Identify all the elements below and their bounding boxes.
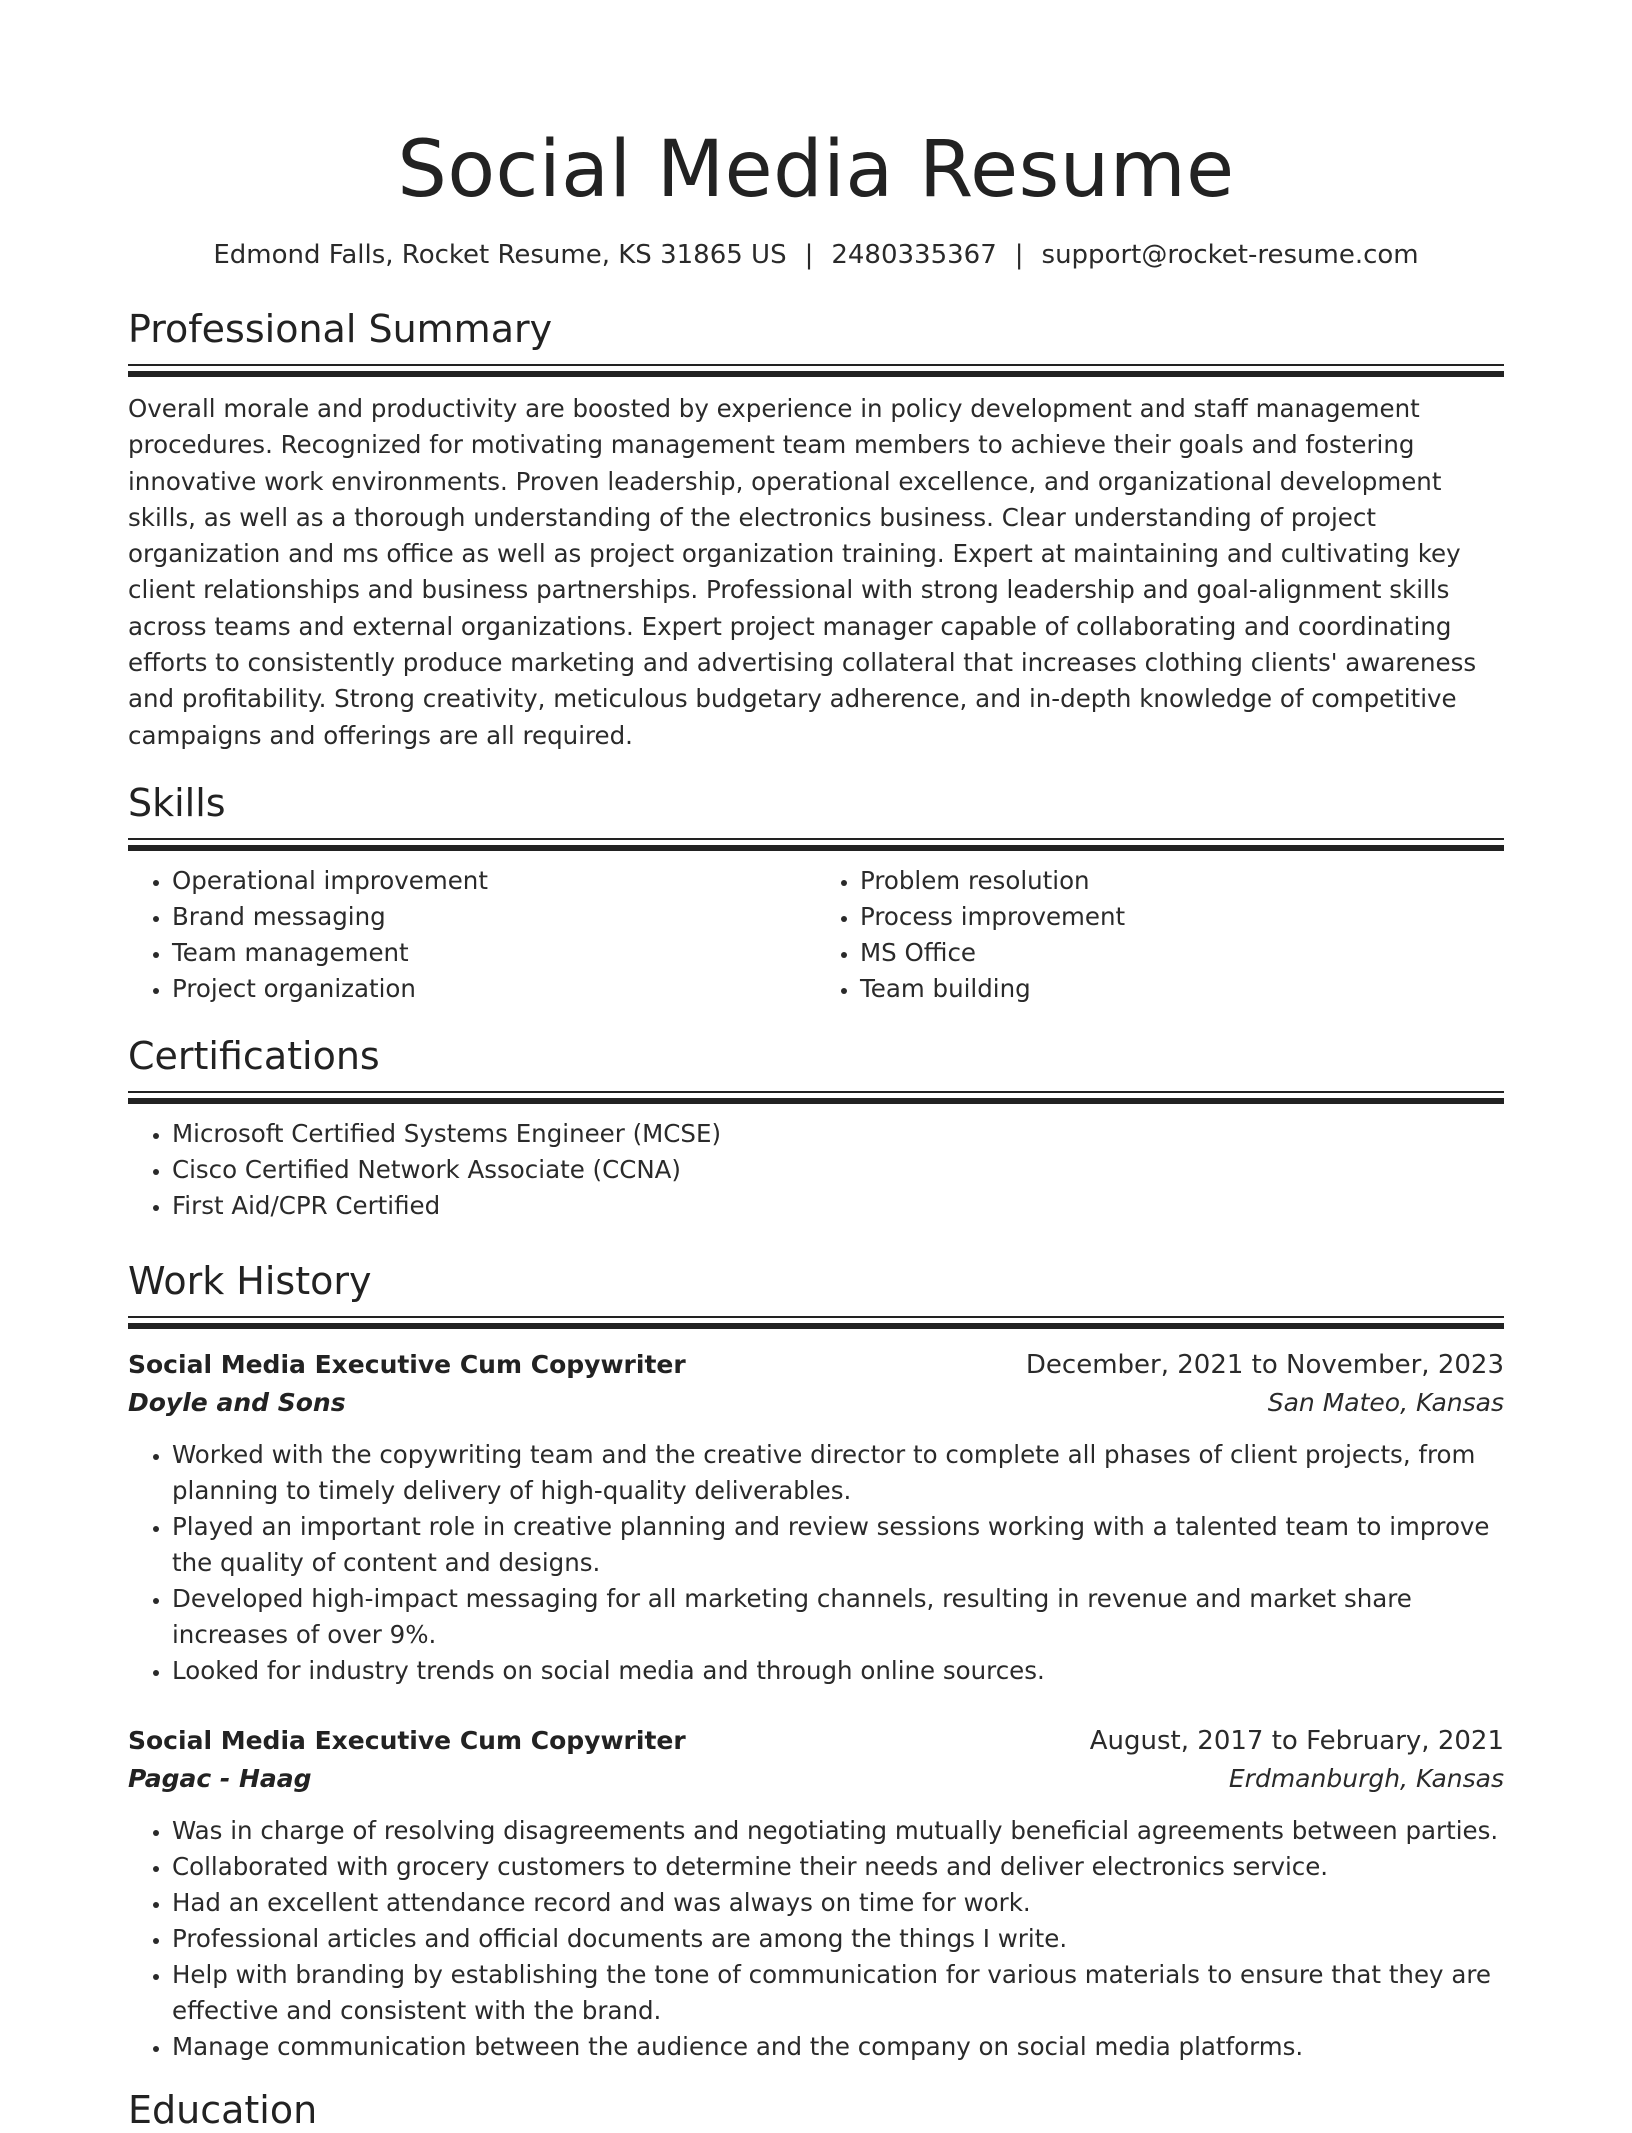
skills-columns xyxy=(128,863,1504,1007)
section-divider xyxy=(128,1316,1504,1329)
skill-item: • MS Office xyxy=(860,935,1504,971)
job-title: Social Media Executive Cum Copywriter xyxy=(128,1725,686,1755)
job-entry xyxy=(128,1723,1504,2065)
contact-phone: 2480335367 xyxy=(831,240,997,270)
certification-item: • Microsoft Certified Systems Engineer (MCSE) xyxy=(172,1116,1504,1152)
job-bullet: • Had an excellent attendance record and was always on time for work. xyxy=(172,1885,1504,1921)
job-bullet: • Manage communication between the audience and the company on social media platforms. xyxy=(172,2029,1504,2065)
skill-item: • Brand messaging xyxy=(172,899,816,935)
section-divider xyxy=(128,838,1504,851)
contact-email: support@rocket-resume.com xyxy=(1041,240,1419,270)
job-dates: December, 2021 to November, 2023 xyxy=(1025,1349,1504,1380)
skills-list-left xyxy=(128,863,816,1007)
contact-separator: | xyxy=(1014,240,1024,270)
certification-item: • First Aid/CPR Certified xyxy=(172,1188,1504,1224)
skill-item: • Operational improvement xyxy=(172,863,816,899)
job-header xyxy=(128,1723,1504,1759)
job-bullet: • Played an important role in creative planning and review sessions working with a talented team to improve the quality of content and designs. xyxy=(172,1509,1504,1581)
section-title-skills: Skills xyxy=(128,780,226,825)
section-title-summary: Professional Summary xyxy=(128,307,553,351)
skills-list-right xyxy=(816,863,1504,1007)
section-title-certifications: Certifications xyxy=(128,1033,380,1078)
education-section xyxy=(128,2087,1504,2133)
job-header xyxy=(128,1347,1504,1383)
job-bullet: • Professional articles and official documents are among the things I write. xyxy=(172,1921,1504,1957)
skill-item: • Process improvement xyxy=(860,899,1504,935)
certification-item: • Cisco Certified Network Associate (CCNA) xyxy=(172,1152,1504,1188)
job-location: San Mateo, Kansas xyxy=(1267,1387,1504,1417)
job-bullets xyxy=(128,1813,1504,2065)
job-entry xyxy=(128,1347,1504,1689)
skills-section xyxy=(128,780,1504,1007)
section-divider xyxy=(128,1091,1504,1104)
job-bullet: • Collaborated with grocery customers to determine their needs and deliver electronics service. xyxy=(172,1849,1504,1885)
job-location: Erdmanburgh, Kansas xyxy=(1228,1763,1504,1793)
job-bullet: • Looked for industry trends on social media and through online sources. xyxy=(172,1653,1504,1689)
contact-line xyxy=(128,238,1504,272)
skill-item: • Project organization xyxy=(172,971,816,1007)
contact-separator: | xyxy=(804,240,814,270)
job-subheader xyxy=(128,1761,1504,1797)
certifications-list xyxy=(128,1116,1504,1224)
job-company: Doyle and Sons xyxy=(128,1387,346,1417)
job-bullets xyxy=(128,1437,1504,1689)
job-bullet: • Was in charge of resolving disagreements and negotiating mutually beneficial agreements between parties. xyxy=(172,1813,1504,1849)
job-bullet: • Help with branding by establishing the tone of communication for various materials to ensure that they are effective and consistent with the brand. xyxy=(172,1957,1504,2029)
summary-text: Overall morale and productivity are boosted by experience in policy development and staff management procedures. Recognized for motivating management team members to achieve their goals and fostering innovative work environments. Proven leadership, operational excellence, and organizational development skills, as well as a thorough understanding of the electronics business. Clear understanding of project organization and ms office as well as project organization training. Expert at maintaining and cultivating key client relationships and business partnerships. Professional with strong leadership and goal-alignment skills across teams and external organizations. Expert project manager capable of collaborating and coordinating efforts to consistently produce marketing and advertising collateral that increases clothing clients' awareness and profitability. Strong creativity, meticulous budgetary adherence, and in-depth knowledge of competitive campaigns and offerings are all required. xyxy=(128,394,1477,750)
job-title: Social Media Executive Cum Copywriter xyxy=(128,1349,686,1379)
section-title-work-history: Work History xyxy=(128,1258,372,1303)
skill-item: • Problem resolution xyxy=(860,863,1504,899)
section-title-education: Education xyxy=(128,2087,318,2132)
contact-address: Edmond Falls, Rocket Resume, KS 31865 US xyxy=(213,240,787,270)
job-dates: August, 2017 to February, 2021 xyxy=(1089,1725,1504,1756)
job-bullet: • Developed high-impact messaging for all marketing channels, resulting in revenue and market share increases of over 9%. xyxy=(172,1581,1504,1653)
work-history-section xyxy=(128,1258,1504,2065)
job-company: Pagac - Haag xyxy=(128,1763,312,1793)
job-bullet: • Worked with the copywriting team and the creative director to complete all phases of client projects, from planning to timely delivery of high-quality deliverables. xyxy=(172,1437,1504,1509)
summary-section xyxy=(128,306,1504,754)
section-divider xyxy=(128,364,1504,377)
job-subheader xyxy=(128,1385,1504,1421)
skill-item: • Team management xyxy=(172,935,816,971)
resume-title: Social Media Resume xyxy=(397,125,1235,215)
skill-item: • Team building xyxy=(860,971,1504,1007)
certifications-section xyxy=(128,1033,1504,1224)
resume-content xyxy=(128,0,1504,2133)
